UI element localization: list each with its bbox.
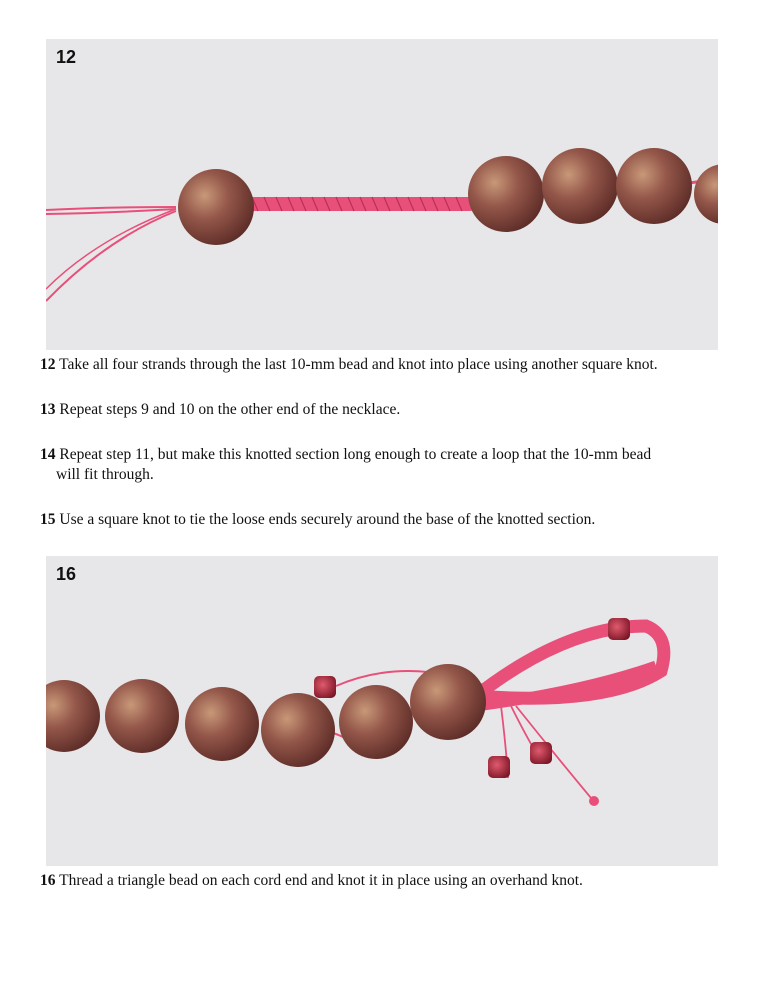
- step-text: Repeat steps 9 and 10 on the other end of the necklace.: [59, 401, 401, 418]
- step-13: [40, 400, 720, 420]
- step-16: [40, 871, 720, 891]
- photo-label-12: 12: [56, 47, 77, 67]
- step-number: 12: [40, 356, 56, 373]
- photo-label-16: 16: [56, 564, 77, 584]
- bead-necklace-illustration-16: [46, 556, 718, 866]
- step-text: Use a square knot to tie the loose ends securely around the base of the knotted section.: [59, 511, 596, 528]
- step-number: 15: [40, 511, 56, 528]
- step-15: [40, 510, 720, 530]
- step-text: Take all four strands through the last 10-mm bead and knot into place using another square knot.: [59, 356, 658, 373]
- step-number: 16: [40, 872, 56, 889]
- step-number: 13: [40, 401, 56, 418]
- step-text: Repeat step 11, but make this knotted section long enough to create a loop that the 10-mm bead: [59, 446, 652, 463]
- step-text-continued: will fit through.: [56, 466, 154, 483]
- step-16-photo: [46, 556, 718, 866]
- bead-necklace-illustration-12: [46, 39, 718, 350]
- step-text: Thread a triangle bead on each cord end and knot it in place using an overhand knot.: [59, 872, 583, 889]
- step-12-photo: [46, 39, 718, 350]
- step-12: [40, 355, 720, 375]
- step-number: 14: [40, 446, 56, 463]
- step-14: [40, 445, 720, 485]
